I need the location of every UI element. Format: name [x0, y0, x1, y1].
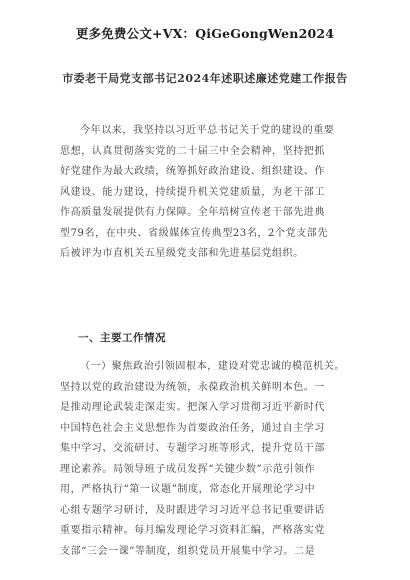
paragraph-line: 用，严格执行“第一议题”制度，常态化开展理论学习中	[60, 484, 316, 495]
paragraph-intro	[60, 121, 352, 265]
paragraph-section1	[60, 357, 352, 562]
document-title: 市委老干局党支部书记2024年述职述廉述党建工作报告	[62, 72, 348, 85]
paragraph-line: 型79名，在中央、省级媒体宣传典型23名，2个党支部先	[60, 227, 329, 239]
paragraph-line: （一）聚焦政治引领固根本，建设对党忠诚的模范机关。	[80, 361, 345, 372]
paragraph-line: 中国特色社会主义思想作为首要政治任务，通过自主学习	[60, 422, 325, 434]
paragraph-line: 风建设、能力建设，持续提升机关党建质量，为老干部工	[60, 186, 325, 198]
paragraph-line: 心组专题学习研讨，及时跟进学习习近平总书记重要讲话	[60, 504, 325, 516]
paragraph-line: 后被评为市直机关五星级党支部和先进基层党组织。	[60, 248, 304, 259]
paragraph-line: 重要指示精神。每月编发理论学习资料汇编，严格落实党	[60, 525, 325, 536]
paragraph-line: 支部“三会一课”等制度，组织党员开展集中学习。二是	[60, 545, 316, 557]
paragraph-line: 作高质量发展提供有力保障。全年培树宣传老干部先进典	[60, 207, 325, 218]
paragraph-line: 思想，认真贯彻落实党的二十届三中全会精神，坚持把抓	[60, 145, 325, 157]
paragraph-line: 是推动理论武装走深走实。把深入学习贯彻习近平新时代	[60, 402, 325, 413]
section-heading: 一、主要工作情况	[78, 332, 166, 344]
paragraph-line: 理论素养。局领导班子成员发挥“关键少数”示范引领作	[60, 463, 316, 475]
paragraph-line: 今年以来，我坚持以习近平总书记关于党的建设的重要	[80, 125, 335, 136]
watermark-header: 更多免费公文+VX：QiGeGongWen2024	[75, 26, 335, 41]
paragraph-line: 集中学习、交流研讨、专题学习班等形式，提升党员干部	[60, 443, 325, 454]
paragraph-line: 坚持以党的政治建设为统领，永葆政治机关鲜明本色。一	[60, 381, 325, 393]
paragraph-line: 好党建作为最大政绩，统筹抓好政治建设、组织建设、作	[60, 166, 325, 177]
